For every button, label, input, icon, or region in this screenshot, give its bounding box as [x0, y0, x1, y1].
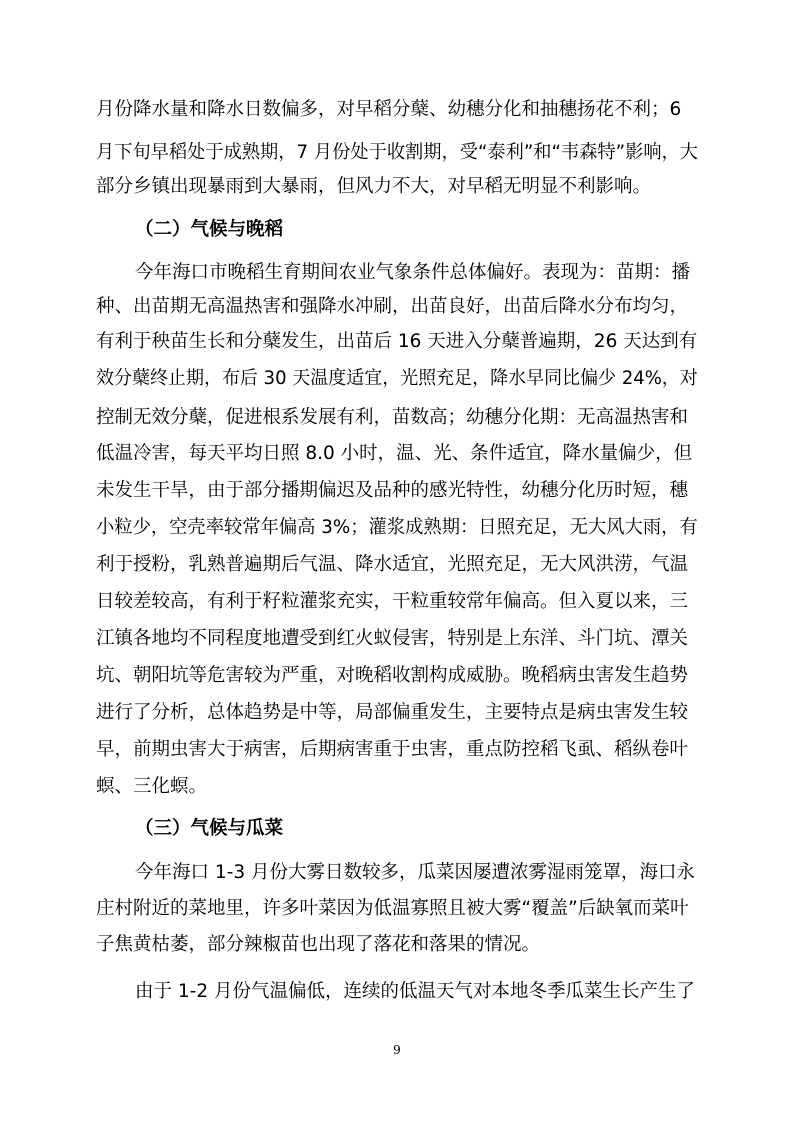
- paragraph-line: 控制无效分蘖，促进根系发展有利，苗数高；幼穗分化期：无高温热害和: [96, 407, 689, 428]
- section-heading-vegetables: （三）气候与瓜菜: [135, 818, 284, 839]
- paragraph-line: 螟、三化螟。: [96, 776, 208, 797]
- paragraph-line: 未发生干旱，由于部分播期偏迟及品种的感光特性，幼穗分化历时短，穗: [96, 480, 689, 501]
- paragraph-line: 效分蘖终止期，布后 30 天温度适宜，光照充足，降水早同比偏少 24%，对: [96, 368, 698, 389]
- paragraph-line: 月下旬早稻处于成熟期，7 月份处于收割期，受“泰利”和“韦森特”影响，大: [96, 142, 699, 163]
- paragraph-line: 子焦黄枯萎，部分辣椒苗也出现了落花和落果的情况。: [96, 934, 541, 955]
- paragraph-line: 坑、朝阳坑等危害较为严重，对晚稻收割构成威胁。晚稻病虫害发生趋势: [96, 665, 689, 686]
- paragraph-line: 有利于秧苗生长和分蘖发生，出苗后 16 天进入分蘖普遍期，26 天达到有: [96, 331, 698, 352]
- paragraph-line: 今年海口 1-3 月份大雾日数较多，瓜菜因屡遭浓雾湿雨笼罩，海口永: [135, 862, 695, 883]
- paragraph-line: 由于 1-2 月份气温偏低，连续的低温天气对本地冬季瓜菜生长产生了: [135, 981, 695, 1002]
- paragraph-line: 小粒少，空壳率较常年偏高 3%；灌浆成熟期：日照充足，无大风大雨，有: [96, 517, 698, 538]
- paragraph-line: 进行了分析，总体趋势是中等，局部偏重发生，主要特点是病虫害发生较: [96, 702, 689, 723]
- paragraph-line: 月份降水量和降水日数偏多，对早稻分蘖、幼穗分化和抽穗扬花不利；6: [96, 99, 682, 120]
- paragraph-line: 利于授粉，乳熟普遍期后气温、降水适宜，光照充足，无大风洪涝，气温: [96, 554, 689, 575]
- paragraph-line: 低温冷害，每天平均日照 8.0 小时，温、光、条件适宜，降水量偏少，但: [96, 443, 693, 464]
- paragraph-line: 早，前期虫害大于病害，后期病害重于虫害，重点防控稻飞虱、稻纵卷叶: [96, 739, 689, 760]
- paragraph-line: 今年海口市晚稻生育期间农业气象条件总体偏好。表现为：苗期：播: [135, 262, 691, 283]
- paragraph-line: 庄村附近的菜地里，许多叶菜因为低温寡照且被大雾“覆盖”后缺氧而菜叶: [96, 898, 689, 919]
- page-number: 9: [393, 1043, 401, 1057]
- section-heading-late-rice: （二）气候与晚稻: [135, 219, 284, 240]
- paragraph-line: 日较差较高，有利于籽粒灌浆充实，干粒重较常年偏高。但入夏以来，三: [96, 591, 689, 612]
- paragraph-line: 部分乡镇出现暴雨到大暴雨，但风力不大，对早稻无明显不利影响。: [96, 176, 652, 197]
- paragraph-line: 江镇各地均不同程度地遭受到红火蚁侵害，特别是上东洋、斗门坑、潭关: [96, 628, 689, 649]
- paragraph-line: 种、出苗期无高温热害和强降水冲刷，出苗良好，出苗后降水分布均匀，: [96, 296, 689, 317]
